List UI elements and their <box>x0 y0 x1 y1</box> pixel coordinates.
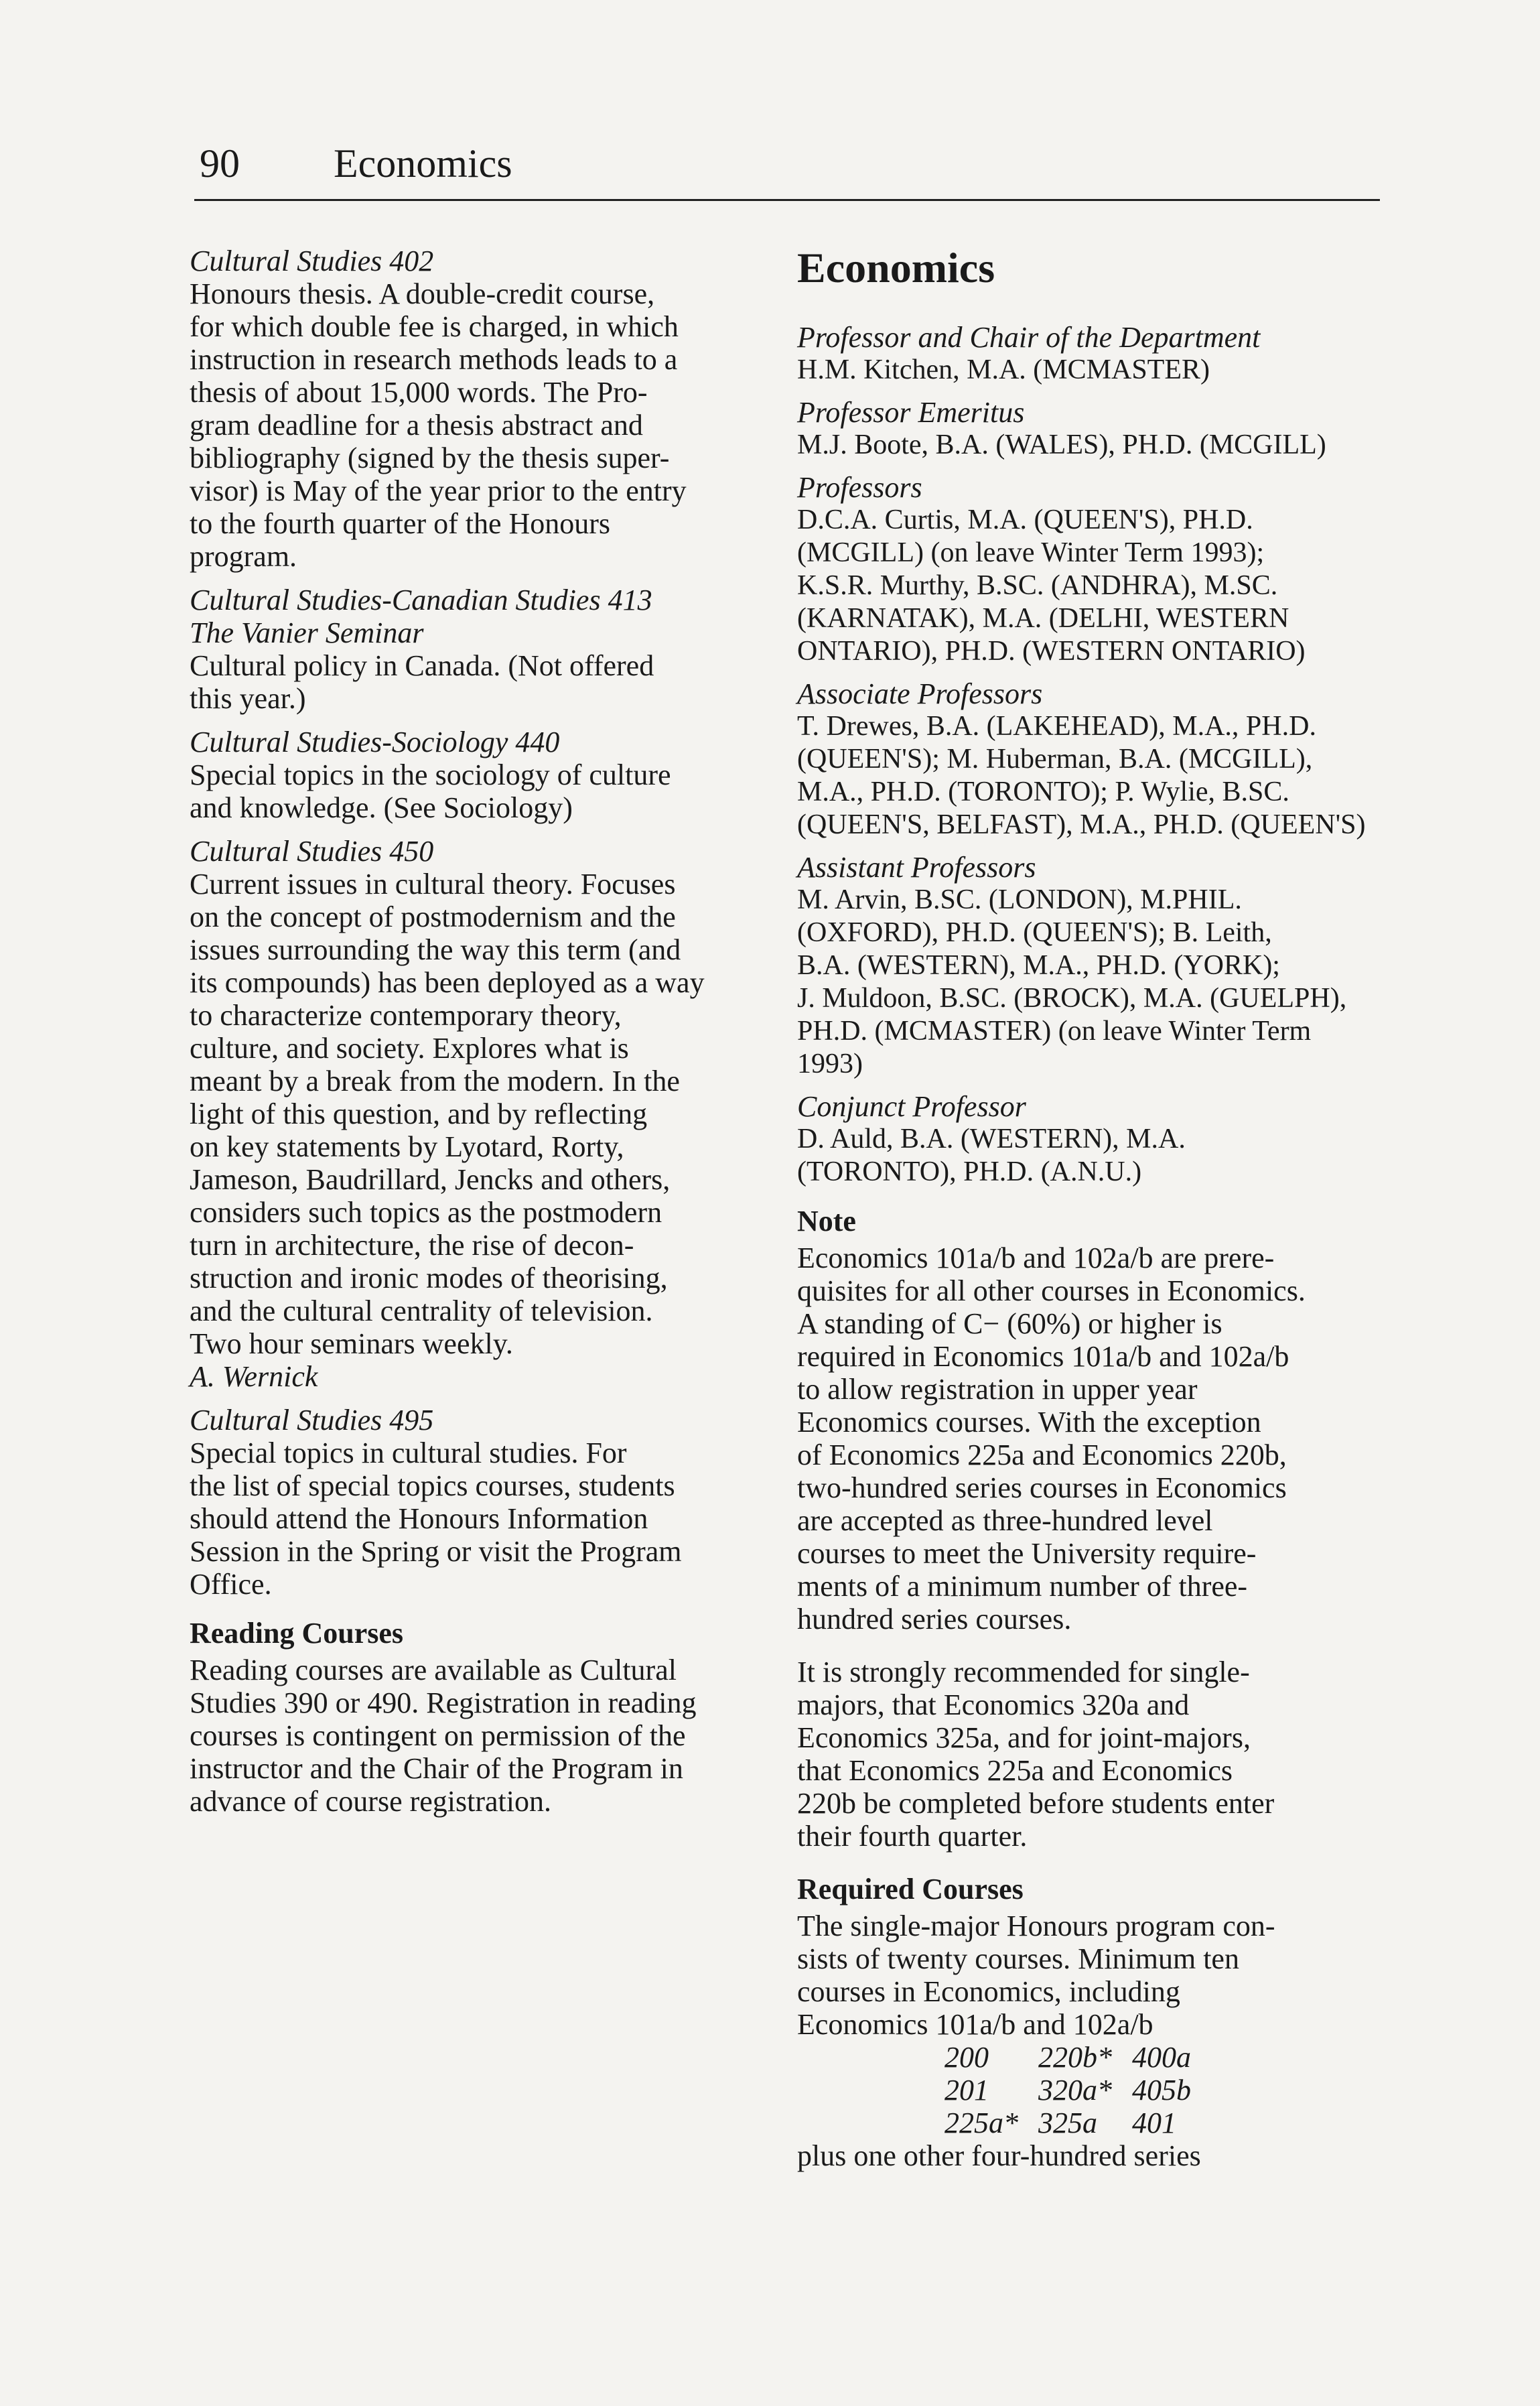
note-heading: Note <box>797 1205 856 1238</box>
required-course-code: 405b <box>1132 2074 1191 2107</box>
course-description: Special topics in the sociology of culture and knowledge. (See Sociology) <box>190 758 671 824</box>
required-course-code: 201 <box>944 2074 989 2107</box>
faculty-rank: Professor Emeritus <box>797 396 1025 429</box>
course-subtitle: The Vanier Seminar <box>190 616 424 649</box>
course-entry <box>190 726 752 824</box>
page-header <box>194 134 1380 201</box>
required-courses-footer: plus one other four-hundred series <box>797 2139 1201 2172</box>
faculty-names: H.M. Kitchen, M.A. (MCMASTER) <box>797 354 1210 385</box>
faculty-rank: Associate Professors <box>797 677 1043 710</box>
course-description: Special topics in cultural studies. For the list of special topics courses, students should attend the Honours Information Session in the Spring or visit the Program Office. <box>190 1436 682 1601</box>
faculty-group <box>797 851 1387 1081</box>
required-course-code: 401 <box>1132 2107 1176 2139</box>
note-paragraph: Economics 101a/b and 102a/b are prere- quisites for all other courses in Economics. A standing of C− (60%) or higher is required in Economics 101a/b and 102a/b to allow registration in upper year Economics courses. With the exception of Economics 225a and Economics 220b, two-hundred series courses in Economics are accepted as three-hundred level courses to meet the University require- ments of a minimum number of three- hundred series courses. <box>797 1242 1306 1635</box>
required-course-code: 200 <box>944 2041 989 2074</box>
required-courses-table <box>944 2041 1387 2139</box>
faculty-group <box>797 321 1387 387</box>
course-title: Cultural Studies 450 <box>190 835 434 868</box>
faculty-rank: Professors <box>797 471 922 504</box>
course-description: Cultural policy in Canada. (Not offered this year.) <box>190 649 654 715</box>
note-paragraph: It is strongly recommended for single- majors, that Economics 320a and Economics 325a, and for joint-majors, that Economics 225a and Economics 220b be completed before students enter their fourth quarter. <box>797 1656 1275 1853</box>
page-number: 90 <box>200 141 240 186</box>
faculty-names: D. Auld, B.A. (WESTERN), M.A. (TORONTO), PH.D. (A.N.U.) <box>797 1124 1186 1187</box>
header-rule <box>194 199 1380 201</box>
course-entry <box>190 245 752 573</box>
required-course-code: 220b* <box>1038 2041 1112 2074</box>
required-course-code: 400a <box>1132 2041 1191 2074</box>
faculty-names: M. Arvin, B.SC. (LONDON), M.PHIL. (OXFORD), PH.D. (QUEEN'S); B. Leith, B.A. (WESTERN), M.A., PH.D. (YORK); J. Muldoon, B.SC. (BROCK), M.A. (GUELPH), PH.D. (MCMASTER) (on leave Winter Term 1993) <box>797 884 1347 1079</box>
required-course-code: 320a* <box>1038 2074 1112 2107</box>
faculty-group <box>797 1090 1387 1189</box>
faculty-names: T. Drewes, B.A. (LAKEHEAD), M.A., PH.D. (QUEEN'S); M. Huberman, B.A. (MCGILL), M.A., PH.D. (TORONTO); P. Wylie, B.SC. (QUEEN'S, BELFAST), M.A., PH.D. (QUEEN'S) <box>797 711 1366 840</box>
faculty-group <box>797 677 1387 842</box>
required-courses-heading: Required Courses <box>797 1873 1024 1906</box>
reading-courses-heading: Reading Courses <box>190 1617 404 1650</box>
faculty-names: M.J. Boote, B.A. (WALES), PH.D. (MCGILL) <box>797 429 1326 460</box>
faculty-rank: Professor and Chair of the Department <box>797 321 1261 354</box>
right-column <box>797 245 1387 2172</box>
course-description: Current issues in cultural theory. Focuses on the concept of postmodernism and the issues surrounding the way this term (and its compounds) has been deployed as a way to characterize contemporary theory, culture, and society. Explores what is meant by a break from the modern. In the light of this question, and by reflecting on key statements by Lyotard, Rorty, Jameson, Baudrillard, Jencks and others, considers such topics as the postmodern turn in architecture, the rise of decon- struction and ironic modes of theorising, and the cultural centrality of television. Two hour seminars weekly. <box>190 868 705 1360</box>
reading-courses-text: Reading courses are available as Cultural Studies 390 or 490. Registration in reading courses is contingent on permission of the instructor and the Chair of the Program in advance of course registration. <box>190 1654 697 1818</box>
running-head: Economics <box>334 141 512 186</box>
department-title: Economics <box>797 244 995 291</box>
left-column <box>190 245 752 1818</box>
faculty-group <box>797 471 1387 668</box>
required-courses-text: The single-major Honours program con- sists of twenty courses. Minimum ten courses in Economics, including Economics 101a/b and 102a/b <box>797 1910 1275 2041</box>
course-entry <box>190 584 752 715</box>
faculty-rank: Conjunct Professor <box>797 1090 1026 1123</box>
faculty-rank: Assistant Professors <box>797 851 1036 884</box>
course-title: Cultural Studies 402 <box>190 245 434 277</box>
course-title: Cultural Studies-Canadian Studies 413 <box>190 584 652 616</box>
faculty-group <box>797 396 1387 462</box>
required-course-code: 325a <box>1038 2107 1097 2139</box>
course-title: Cultural Studies-Sociology 440 <box>190 726 560 758</box>
required-course-code: 225a* <box>944 2107 1018 2139</box>
course-entry <box>190 1404 752 1601</box>
course-title: Cultural Studies 495 <box>190 1404 434 1436</box>
faculty-names: D.C.A. Curtis, M.A. (QUEEN'S), PH.D. (MCGILL) (on leave Winter Term 1993); K.S.R. Murthy, B.SC. (ANDHRA), M.SC. (KARNATAK), M.A. (DELHI, WESTERN ONTARIO), PH.D. (WESTERN ONTARIO) <box>797 505 1306 667</box>
course-instructor: A. Wernick <box>190 1360 318 1393</box>
course-entry <box>190 835 752 1393</box>
course-description: Honours thesis. A double-credit course, for which double fee is charged, in which instruction in research methods leads to a thesis of about 15,000 words. The Pro- gram deadline for a thesis abstract and bibliography (signed by the thesis super- visor) is May of the year prior to the entry to the fourth quarter of the Honours program. <box>190 277 687 573</box>
